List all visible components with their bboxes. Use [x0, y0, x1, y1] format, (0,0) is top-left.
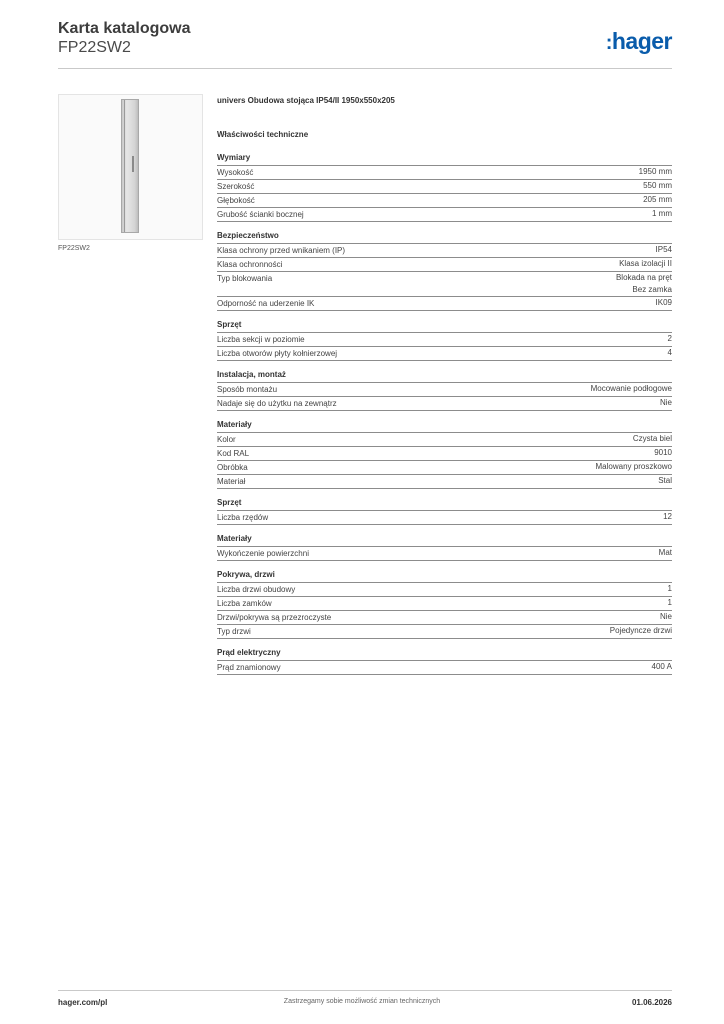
spec-value-line: Klasa izolacji II — [619, 259, 672, 268]
spec-value — [643, 180, 672, 193]
spec-row — [217, 208, 672, 222]
section-title: Bezpieczeństwo — [217, 230, 672, 244]
spec-label: Kod RAL — [217, 449, 250, 458]
spec-row — [217, 433, 672, 447]
cabinet-illustration — [121, 99, 139, 233]
spec-label: Liczba rzędów — [217, 513, 269, 522]
spec-row — [217, 244, 672, 258]
spec-value-line: Nie — [659, 398, 672, 407]
section-title: Wymiary — [217, 152, 672, 166]
spec-label: Obróbka — [217, 463, 248, 472]
spec-value-line: Bez zamka — [632, 285, 672, 294]
spec-row — [217, 547, 672, 561]
spec-label: Liczba otworów płyty kołnierzowej — [217, 349, 338, 358]
spec-section — [217, 533, 672, 561]
spec-value-line: 1 — [667, 584, 672, 593]
spec-value — [668, 333, 672, 346]
spec-value — [591, 383, 672, 396]
spec-value-line: Malowany proszkowo — [595, 462, 672, 471]
spec-label: Sposób montażu — [217, 385, 278, 394]
spec-section — [217, 569, 672, 639]
spec-label: Typ drzwi — [217, 627, 251, 636]
spec-label: Liczba sekcji w poziomie — [217, 335, 305, 344]
spec-label: Wykończenie powierzchni — [217, 549, 309, 558]
spec-label: Klasa ochrony przed wnikaniem (IP) — [217, 246, 346, 255]
spec-value — [660, 397, 672, 410]
spec-row — [217, 347, 672, 361]
spec-value-line: Blokada na pręt — [615, 273, 672, 282]
spec-value-line: Pojedyncze drzwi — [609, 626, 672, 635]
spec-sections — [217, 152, 672, 675]
spec-value — [596, 461, 672, 474]
spec-value — [658, 475, 672, 488]
spec-row — [217, 597, 672, 611]
spec-value — [656, 297, 672, 310]
spec-row — [217, 272, 672, 297]
hager-logo: :hager — [605, 28, 672, 54]
spec-section — [217, 369, 672, 411]
spec-value-line: IP54 — [655, 245, 672, 254]
spec-label: Klasa ochronności — [217, 260, 283, 269]
image-caption: FP22SW2 — [58, 245, 90, 252]
spec-row — [217, 625, 672, 639]
spec-row — [217, 511, 672, 525]
spec-row — [217, 475, 672, 489]
spec-value-line: Mocowanie podłogowe — [590, 384, 672, 393]
spec-label: Nadaje się do użytku na zewnątrz — [217, 399, 337, 408]
spec-section — [217, 497, 672, 525]
spec-value — [663, 511, 672, 524]
section-title: Prąd elektryczny — [217, 647, 672, 661]
spec-section — [217, 319, 672, 361]
section-title: Materiały — [217, 419, 672, 433]
spec-value — [654, 447, 672, 460]
spec-value-line: 400 A — [651, 662, 672, 671]
page-title: Karta katalogowa — [58, 20, 191, 37]
spec-value — [668, 583, 672, 596]
logo-text: hager — [611, 28, 672, 54]
spec-section — [217, 230, 672, 311]
spec-value — [619, 258, 672, 271]
spec-value-line: 1 — [667, 598, 672, 607]
spec-value — [659, 547, 672, 560]
spec-value-line: IK09 — [655, 298, 672, 307]
spec-row — [217, 397, 672, 411]
spec-value — [652, 661, 672, 674]
spec-value-line: Czysta biel — [632, 434, 672, 443]
spec-row — [217, 447, 672, 461]
spec-row — [217, 180, 672, 194]
spec-value-line: Stal — [658, 476, 672, 485]
header-divider — [58, 68, 672, 69]
spec-label: Liczba drzwi obudowy — [217, 585, 296, 594]
spec-section — [217, 152, 672, 222]
spec-value-line: Nie — [659, 612, 672, 621]
page-header — [58, 20, 190, 57]
spec-value — [660, 611, 672, 624]
spec-row — [217, 461, 672, 475]
spec-label: Typ blokowania — [217, 274, 273, 283]
spec-row — [217, 166, 672, 180]
spec-row — [217, 661, 672, 675]
spec-value-line: 4 — [667, 348, 672, 357]
spec-row — [217, 258, 672, 272]
section-title: Sprzęt — [217, 497, 672, 511]
spec-value — [668, 597, 672, 610]
spec-label: Grubość ścianki bocznej — [217, 210, 304, 219]
spec-value — [656, 244, 672, 257]
spec-value-line: 12 — [663, 512, 672, 521]
tech-properties-title: Właściwości techniczne — [217, 130, 309, 139]
spec-label: Szerokość — [217, 182, 255, 191]
spec-label: Kolor — [217, 435, 236, 444]
footer-divider — [58, 990, 672, 991]
spec-row — [217, 297, 672, 311]
spec-row — [217, 194, 672, 208]
spec-value — [639, 166, 672, 179]
spec-label: Wysokość — [217, 168, 254, 177]
spec-row — [217, 611, 672, 625]
spec-value — [652, 208, 672, 221]
spec-row — [217, 383, 672, 397]
section-title: Instalacja, montaż — [217, 369, 672, 383]
footer-website: hager.com/pl — [58, 998, 108, 1007]
product-code: FP22SW2 — [58, 39, 131, 56]
spec-row — [217, 583, 672, 597]
spec-label: Materiał — [217, 477, 246, 486]
spec-value — [616, 272, 672, 296]
spec-value-line: 550 mm — [643, 181, 672, 190]
spec-label: Prąd znamionowy — [217, 663, 281, 672]
spec-section — [217, 647, 672, 675]
spec-value-line: 1950 mm — [638, 167, 672, 176]
footer-disclaimer: Zastrzegamy sobie możliwość zmian technicznych — [283, 998, 441, 1005]
spec-value — [610, 625, 672, 638]
spec-section — [217, 419, 672, 489]
section-title: Sprzęt — [217, 319, 672, 333]
section-title: Materiały — [217, 533, 672, 547]
spec-row — [217, 333, 672, 347]
spec-value-line: 1 mm — [652, 209, 672, 218]
spec-content — [217, 96, 672, 683]
section-title: Pokrywa, drzwi — [217, 569, 672, 583]
spec-label: Głębokość — [217, 196, 255, 205]
spec-value — [633, 433, 672, 446]
spec-value — [668, 347, 672, 360]
spec-value-line: 2 — [667, 334, 672, 343]
spec-value-line: 9010 — [654, 448, 672, 457]
product-image — [58, 94, 203, 240]
spec-label: Liczba zamków — [217, 599, 272, 608]
spec-label: Odporność na uderzenie IK — [217, 299, 315, 308]
spec-value — [643, 194, 672, 207]
spec-label: Drzwi/pokrywa są przezroczyste — [217, 613, 332, 622]
spec-value-line: Mat — [658, 548, 672, 557]
footer-date: 01.06.2026 — [631, 998, 672, 1007]
product-name: univers Obudowa stojąca IP54/II 1950x550x205 — [217, 96, 395, 105]
spec-value-line: 205 mm — [643, 195, 672, 204]
